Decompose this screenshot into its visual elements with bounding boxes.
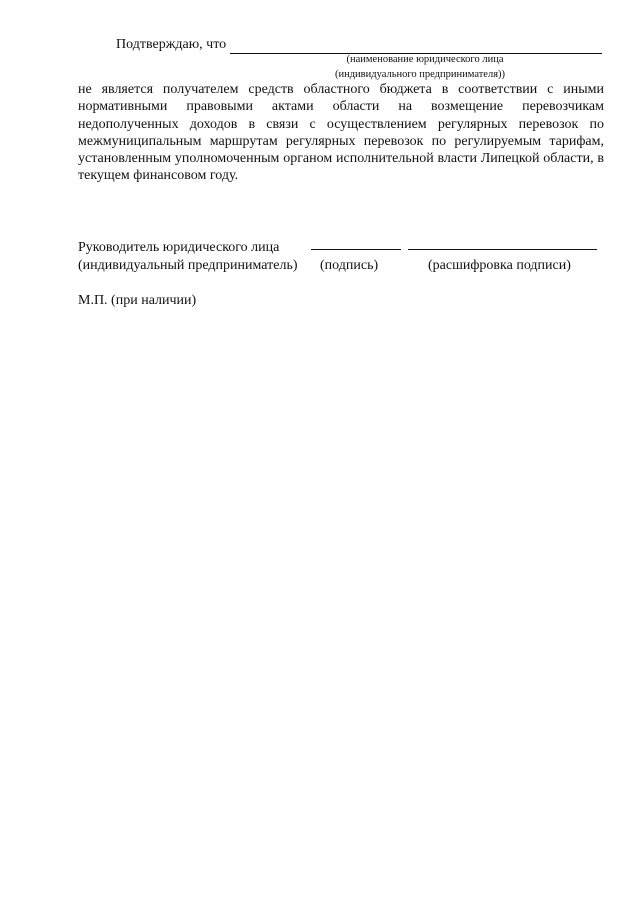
confirmation-line	[116, 36, 602, 54]
statement-paragraph: не является получателем средств областного бюджета в соответствии с иными нормативными правовыми актами области на возмещение перевозчикам недополученных доходов в связи с осуществлением регулярных перевозок по межмуниципальным маршрутам регулярных перевозок по регулируемым тарифам, установленным уполномоченным органом исполнительной власти Липецкой области, в текущем финансовом году.	[78, 82, 604, 184]
entity-name-caption-1: (наименование юридического лица	[346, 54, 504, 65]
entity-name-caption-2: (индивидуального предпринимателя))	[334, 69, 506, 80]
entity-name-blank	[230, 40, 602, 54]
signature-caption: (подпись)	[320, 258, 379, 273]
signature-decode-caption: (расшифровка подписи)	[428, 258, 571, 273]
signer-title-line-1: Руководитель юридического лица	[78, 240, 280, 255]
signature-decode-blank	[408, 249, 597, 250]
signature-blank	[311, 249, 401, 250]
signer-title-line-2: (индивидуальный предприниматель)	[78, 258, 298, 273]
confirmation-lead: Подтверждаю, что	[116, 37, 227, 52]
stamp-note: М.П. (при наличии)	[78, 293, 197, 308]
